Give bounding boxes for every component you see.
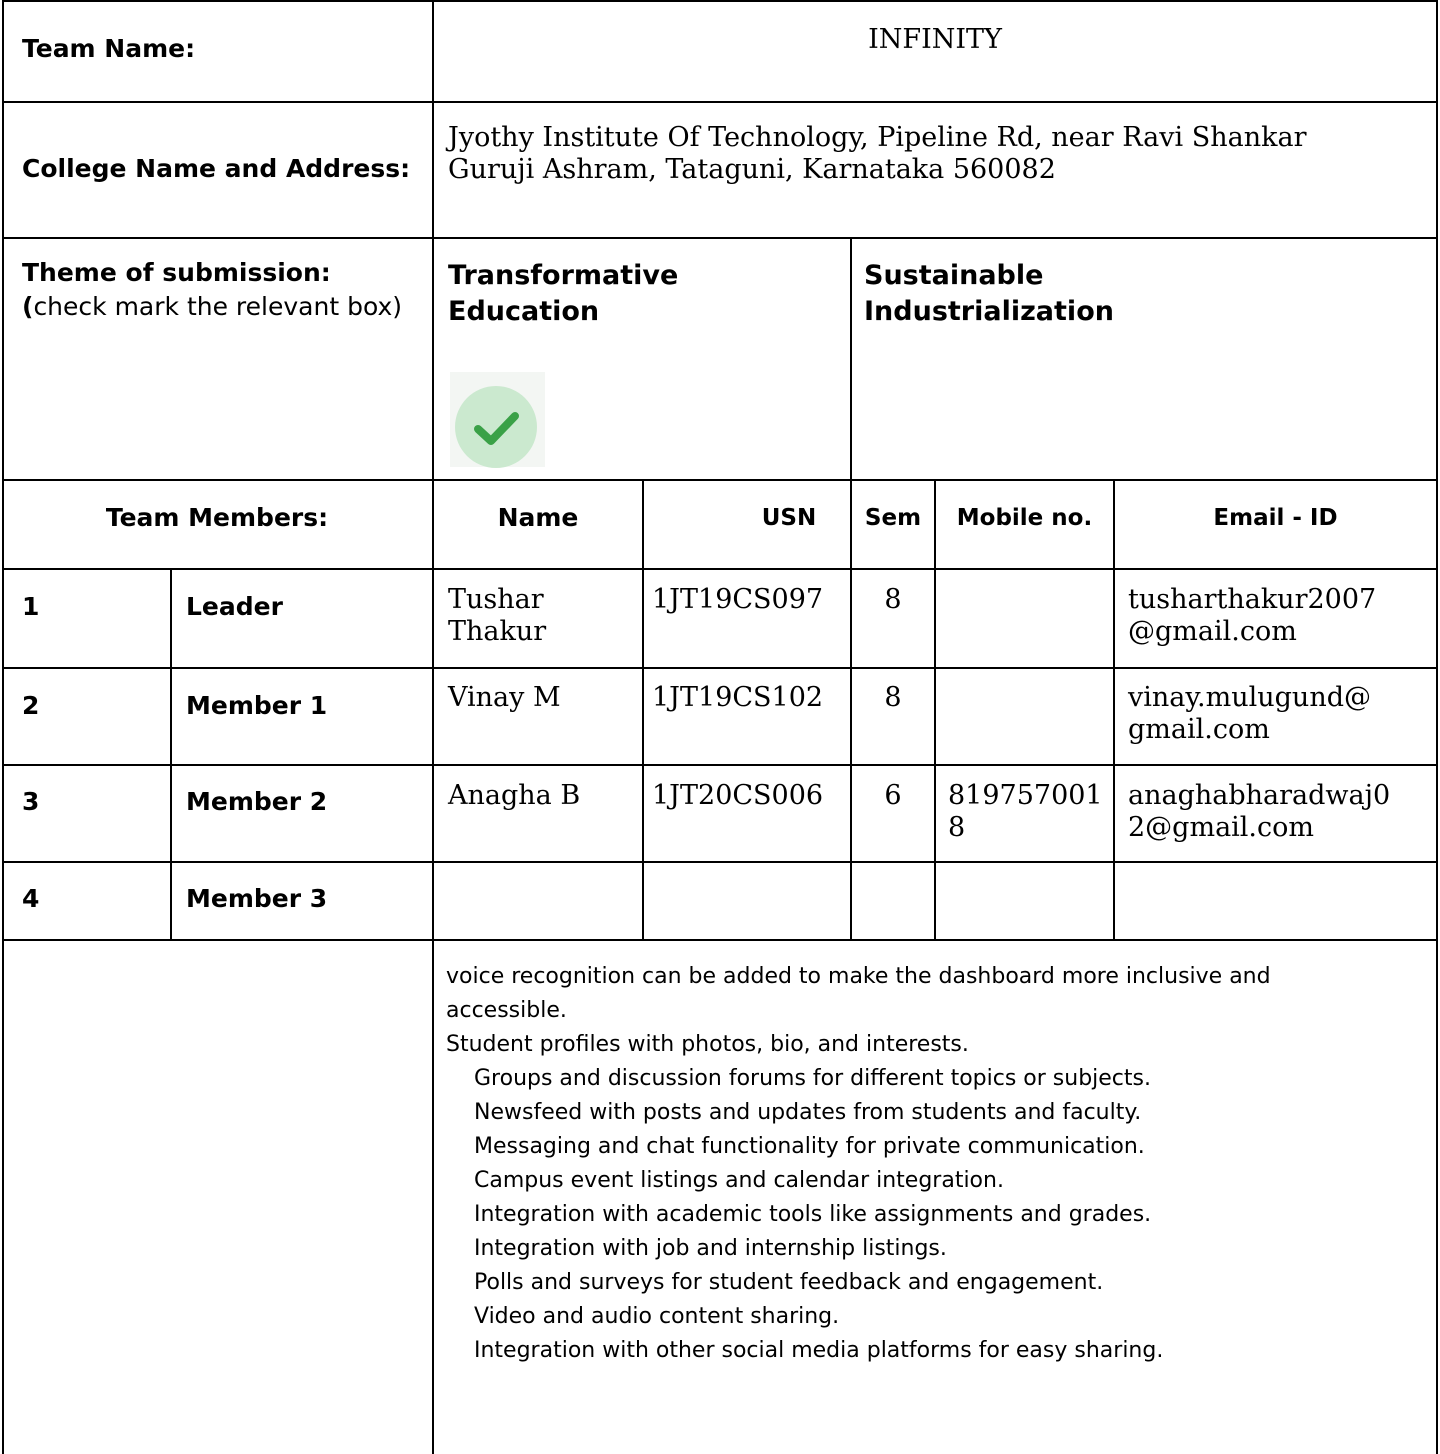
check-circle-icon	[455, 386, 537, 468]
member-row-4-number: 4	[22, 884, 40, 913]
description-line: Integration with academic tools like assignments and grades.	[474, 1202, 1152, 1227]
team-members-label: Team Members:	[105, 503, 329, 532]
submission-form-table	[2, 0, 1438, 1454]
theme-option-industrialization-line-2: Industrialization	[864, 296, 1114, 327]
member-row-1-email: tusharthakur2007 @gmail.com	[1128, 584, 1377, 647]
education-checkbox[interactable]	[450, 372, 545, 467]
theme-option-industrialization[interactable]	[864, 258, 1114, 330]
theme-option-education-line-1: Transformative	[448, 260, 679, 291]
description-line: Newsfeed with posts and updates from students and faculty.	[474, 1100, 1142, 1125]
theme-hint: (check mark the relevant box)	[22, 292, 403, 321]
description-line: Campus event listings and calendar integration.	[474, 1168, 1004, 1193]
college-label: College Name and Address:	[22, 154, 411, 183]
description-line: Integration with job and internship listings.	[474, 1236, 947, 1261]
description-line: Messaging and chat functionality for private communication.	[474, 1134, 1145, 1159]
member-row-2-role: Member 1	[186, 691, 328, 720]
college-address-line-2: Guruji Ashram, Tataguni, Karnataka 560082	[448, 154, 1056, 185]
theme-option-education[interactable]	[448, 258, 678, 330]
member-row-4-role: Member 3	[186, 884, 328, 913]
member-row-1-sem: 8	[884, 584, 902, 615]
feature-description	[446, 962, 1426, 1366]
member-row-3-mobile: 819757001 8	[948, 780, 1103, 843]
team-name-value: INFINITY	[868, 24, 1002, 55]
member-row-2-sem: 8	[884, 682, 902, 713]
member-row-3-email: anaghabharadwaj0 2@gmail.com	[1128, 780, 1391, 843]
theme-label: Theme of submission:	[22, 258, 331, 287]
description-line: Groups and discussion forums for different topics or subjects.	[474, 1066, 1151, 1091]
description-line: Student profiles with photos, bio, and interests.	[446, 1032, 969, 1057]
member-row-1-usn: 1JT19CS097	[652, 584, 824, 615]
theme-option-industrialization-line-1: Sustainable	[864, 260, 1044, 291]
description-line: accessible.	[446, 998, 567, 1023]
member-row-3-sem: 6	[884, 780, 902, 811]
college-address-line-1: Jyothy Institute Of Technology, Pipeline Rd, near Ravi Shankar	[448, 122, 1307, 153]
member-row-1-role: Leader	[186, 592, 283, 621]
member-row-2-name: Vinay M	[448, 682, 561, 713]
theme-option-education-line-2: Education	[448, 296, 600, 327]
description-line: Video and audio content sharing.	[474, 1304, 840, 1329]
column-header-name: Name	[497, 503, 579, 532]
member-row-2-usn: 1JT19CS102	[652, 682, 824, 713]
description-line: voice recognition can be added to make the dashboard more inclusive and	[446, 964, 1271, 989]
member-row-3-number: 3	[22, 787, 40, 816]
team-name-label: Team Name:	[22, 34, 196, 63]
column-header-mobile: Mobile no.	[956, 505, 1093, 531]
column-header-usn: USN	[761, 505, 817, 531]
member-row-1-name: Tushar Thakur	[448, 584, 547, 647]
member-row-3-role: Member 2	[186, 787, 328, 816]
member-row-2-number: 2	[22, 691, 40, 720]
member-row-3-usn: 1JT20CS006	[652, 780, 824, 811]
member-row-1-number: 1	[22, 592, 40, 621]
description-line: Integration with other social media platforms for easy sharing.	[474, 1338, 1164, 1363]
description-line: Polls and surveys for student feedback and engagement.	[474, 1270, 1104, 1295]
member-row-3-name: Anagha B	[448, 780, 581, 811]
column-header-email: Email - ID	[1213, 505, 1338, 531]
column-header-sem: Sem	[864, 505, 922, 531]
member-row-2-email: vinay.mulugund@ gmail.com	[1128, 682, 1371, 745]
